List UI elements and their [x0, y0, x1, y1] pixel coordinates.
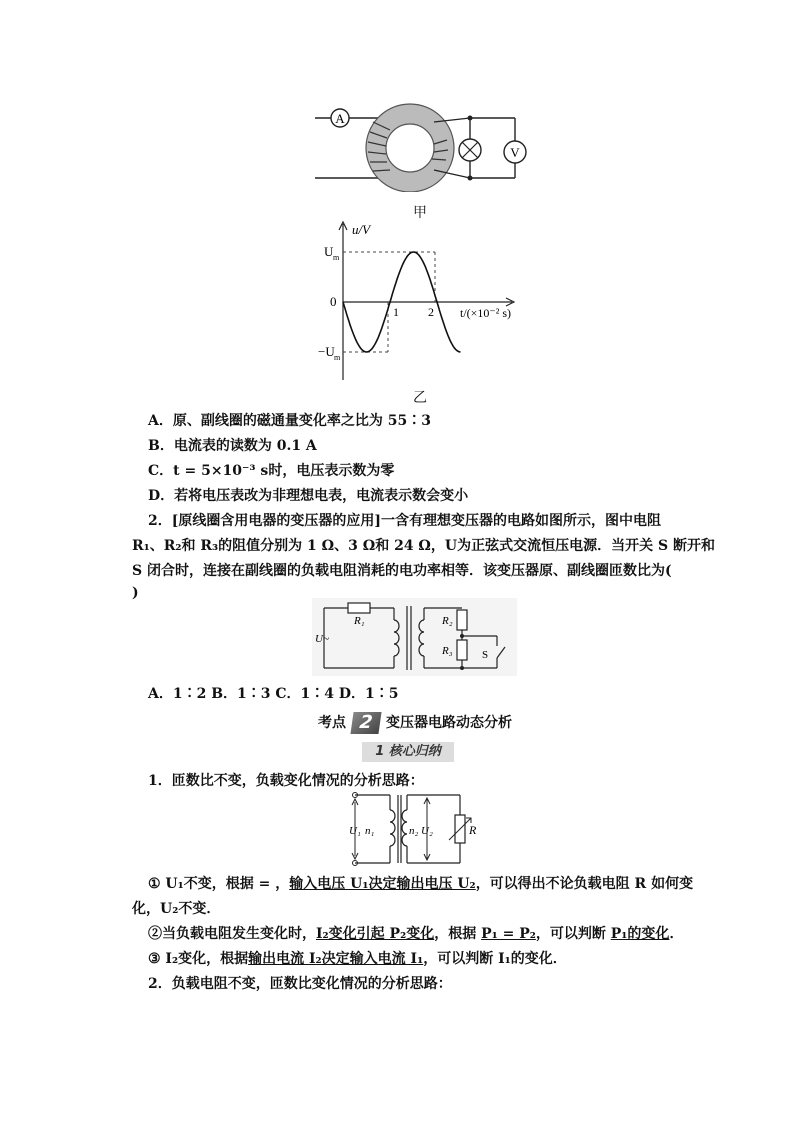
q2-line1: 2．[原线圈含用电器的变压器的应用]一含有理想变压器的电路如图所示，图中电阻 — [148, 513, 661, 529]
analysis-point-1-cont: 化，U₂不变． — [132, 901, 221, 917]
option-b: B．电流表的读数为 0.1 A — [148, 438, 317, 454]
svg-text:n₂: n₂ — [409, 825, 419, 837]
svg-text:−U: −U — [318, 344, 335, 359]
q2-options: A．1∶2 B．1∶3 C．1∶4 D．1∶5 — [148, 686, 399, 702]
svg-text:U₂: U₂ — [421, 825, 433, 837]
option-c: C．t = 5×10⁻³ s时，电压表示数为零 — [148, 463, 395, 479]
option-a: A．原、副线圈的磁通量变化率之比为 55∶3 — [148, 413, 431, 429]
analysis-point-1: ① U₁不变，根据 = ，输入电压 U₁决定输出电压 U₂，可以得出不论负载电阻 R 如何变 — [148, 876, 694, 892]
svg-text:U: U — [324, 244, 334, 259]
svg-text:u/V: u/V — [352, 222, 371, 237]
svg-text:V: V — [510, 145, 520, 160]
figure-jia-caption: 甲 — [413, 205, 427, 221]
svg-text:U~: U~ — [315, 633, 329, 645]
svg-text:2: 2 — [428, 305, 434, 319]
analysis-heading-1: 1．匝数比不变，负载变化情况的分析思路： — [148, 773, 424, 789]
analysis-point-2: ②当负载电阻发生变化时，I₂变化引起 P₂变化，根据 P₁ = P₂，可以判断 P₁的变化． — [148, 926, 684, 942]
svg-text:n₁: n₁ — [365, 825, 375, 837]
svg-text:S: S — [482, 649, 489, 661]
kaodian-number-badge: 2 — [350, 712, 381, 734]
q2-circuit-diagram — [312, 598, 517, 676]
section-title: 变压器电路动态分析 — [386, 715, 512, 731]
svg-text:t/(×10⁻² s): t/(×10⁻² s) — [460, 306, 512, 320]
kaodian-label: 考点 — [318, 715, 346, 731]
svg-text:A: A — [335, 111, 345, 126]
q2-line3: S 闭合时，连接在副线圈的负载电阻消耗的电功率相等．该变压器原、副线圈匝数比为( — [132, 563, 672, 579]
r3-resistor — [457, 640, 467, 660]
svg-text:R₃: R₃ — [442, 645, 453, 657]
r1-resistor — [348, 603, 370, 613]
option-d: D．若将电压表改为非理想电表，电流表示数会变小 — [148, 488, 469, 504]
svg-text:0: 0 — [330, 294, 337, 309]
svg-text:R₂: R₂ — [442, 615, 453, 627]
figure-jia-toroid-circuit — [310, 92, 530, 192]
svg-text:m: m — [334, 353, 341, 362]
svg-text:R₁: R₁ — [354, 615, 365, 627]
figure-yi-caption: 乙 — [413, 390, 427, 406]
figure-yi-waveform — [310, 220, 540, 385]
analysis-heading-2: 2．负载电阻不变，匝数比变化情况的分析思路： — [148, 976, 452, 992]
svg-text:1: 1 — [393, 305, 399, 319]
svg-text:R: R — [469, 823, 477, 837]
q2-line4: ) — [132, 585, 139, 601]
svg-text:m: m — [333, 253, 340, 262]
q2-line2: R₁、R₂和 R₃的阻值分别为 1 Ω、3 Ω和 24 Ω，U为正弦式交流恒压电源．当开关 S 断开和 — [132, 538, 715, 554]
core-summary-banner: 1 核心归纳 — [362, 742, 454, 762]
section-heading — [318, 712, 512, 734]
svg-text:U₁: U₁ — [349, 825, 361, 837]
transformer-diagram — [335, 790, 485, 868]
analysis-point-3: ③ I₂变化，根据输出电流 I₂决定输入电流 I₁，可以判断 I₁的变化． — [148, 951, 567, 967]
r2-resistor — [457, 610, 467, 630]
